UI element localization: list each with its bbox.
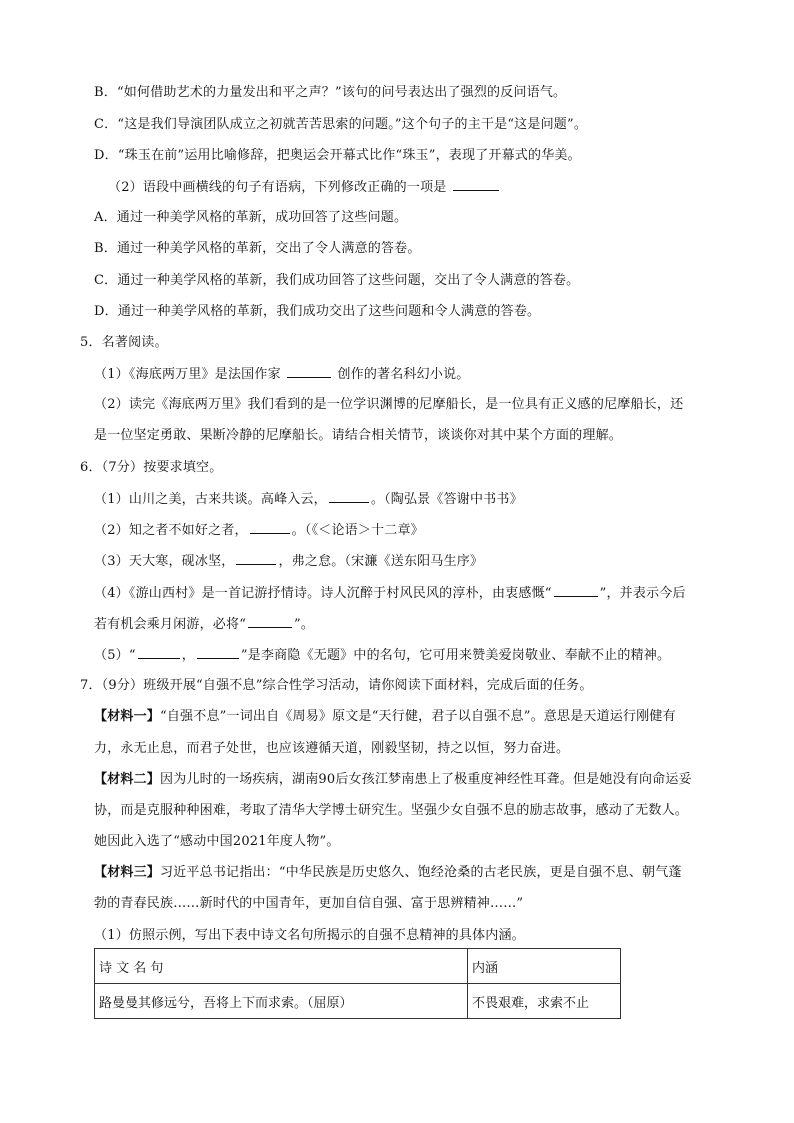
- q4-sub2-option-a: A．通过一种美学风格的革新，成功回答了这些问题。: [94, 210, 408, 225]
- q7-m3-line2: 勃的青春民族……新时代的中国青年，更加自信自强、富于思辨精神……”: [94, 896, 524, 911]
- q6-s4-pre: （4）《游山西村》是一首记游抒情诗。诗人沉醉于村风民风的淳朴，由衷感慨“: [94, 586, 552, 601]
- table-header-cell: 诗 文 名 句: [95, 949, 468, 984]
- q6-s5: [94, 646, 670, 665]
- q7-sub1: （1）仿照示例，写出下表中诗文名句所揭示的自强不息精神的具体内涵。: [94, 928, 525, 943]
- q5-sub2-line2: 是一位坚定勇敢、果断冷静的尼摩船长。请结合相关情节，谈谈你对其中某个方面的理解。: [94, 428, 623, 443]
- q6-s1-pre: （1）山川之美，古来共谈。高峰入云，: [94, 492, 327, 507]
- q4-option-d: D．“珠玉在前”运用比喻修辞，把奥运会开幕式比作“珠玉”，表现了开幕式的华美。: [94, 148, 581, 163]
- q7-m2-line1: [94, 771, 692, 789]
- answer-blank[interactable]: [250, 521, 290, 534]
- q6-s3-post: ，弗之怠。（宋濂《送东阳马生序》: [278, 554, 484, 569]
- q4-sub2-option-d: D．通过一种美学风格的革新，我们成功交出了这些问题和令人满意的答卷。: [94, 304, 541, 319]
- q6-s2-post: 。（《＜论语＞十二章》: [291, 523, 424, 538]
- q4-sub2-option-b: B．通过一种美学风格的革新，交出了令人满意的答卷。: [94, 241, 421, 256]
- material-1-label: 【材料一】: [94, 709, 161, 724]
- q4-option-c: C．“这是我们导演团队成立之初就苦苦思索的问题。”这个句子的主干是“这是问题”。: [94, 117, 588, 132]
- q6-s2-pre: （2）知之者不如好之者，: [94, 523, 248, 538]
- q5-sub1-post: 创作的著名科幻小说。: [337, 367, 470, 382]
- q5-sub1: [94, 365, 469, 384]
- q7-title: 7．（9分）班级开展“自强不息”综合性学习活动，请你阅读下面材料，完成后面的任务。: [80, 678, 593, 693]
- q7-m2-line2: 协，而是克服种种困难，考取了清华大学博士研究生。坚强少女自强不息的励志故事，感动了无数人。: [94, 803, 689, 818]
- table-row: [95, 984, 621, 1019]
- q5-sub2-line1: （2）读完《海底两万里》我们看到的是一位学识渊博的尼摩船长，是一位具有正义感的尼摩船长，还: [94, 397, 684, 412]
- material-2-text: 因为儿时的一场疾病，湖南90后女孩江梦南患上了极重度神经性耳聋。但是她没有向命运妥: [160, 772, 692, 787]
- material-3-text: 习近平总书记指出：“中华民族是历史悠久、饱经沧桑的古老民族，更是自强不息、朝气蓬: [160, 865, 682, 880]
- q7-m3-line1: [94, 864, 682, 882]
- answer-blank[interactable]: [138, 646, 180, 659]
- q6-s1-post: 。（陶弘景《答谢中书书》: [370, 492, 523, 507]
- material-1-text: “自强不息”一词出自《周易》原文是“天行健，君子以自强不息”。意思是天道运行刚健有: [160, 709, 676, 724]
- q7-m1-line2: 力，永无止息，而君子处世，也应该遵循天道，刚毅坚韧，持之以恒，努力奋进。: [94, 741, 570, 756]
- q6-s3: [94, 552, 483, 571]
- q6-s4-post: ”，并表示今后: [599, 586, 686, 601]
- q7-m2-line3: 她因此入选了“感动中国2021年度人物”。: [94, 834, 340, 849]
- q4-sub2-option-c: C．通过一种美学风格的革新，我们成功回答了这些问题，交出了令人满意的答卷。: [94, 273, 580, 288]
- table-cell: 不畏艰难，求索不止: [468, 984, 621, 1019]
- q7-m1-line1: [94, 708, 676, 726]
- table-header-cell: 内涵: [468, 949, 621, 984]
- answer-blank[interactable]: [248, 615, 292, 628]
- q6-s4-line2-post: ”。: [294, 617, 315, 632]
- q4-sub2-prompt: [108, 178, 501, 197]
- material-3-label: 【材料三】: [94, 865, 161, 880]
- q6-s1: [94, 490, 523, 509]
- q6-s5-pre: （5）“: [94, 648, 136, 663]
- q6-s2: [94, 521, 424, 540]
- answer-blank[interactable]: [329, 490, 369, 503]
- answer-blank[interactable]: [287, 365, 331, 378]
- answer-blank[interactable]: [554, 584, 598, 597]
- q6-s4-line2-pre: 若有机会乘月闲游，必将“: [94, 617, 247, 632]
- q6-title: 6．（7分）按要求填空。: [80, 460, 223, 475]
- answer-blank[interactable]: [453, 178, 499, 191]
- q6-s5-mid: ，: [181, 648, 195, 663]
- material-2-label: 【材料二】: [94, 772, 161, 787]
- q6-s5-post: ”是李商隐《无题》中的名句，它可用来赞美爱岗敬业、奉献不止的精神。: [240, 648, 671, 663]
- answer-blank[interactable]: [236, 552, 276, 565]
- q4-sub2-text: （2）语段中画横线的句子有语病，下列修改正确的一项是: [108, 180, 447, 195]
- q5-sub1-pre: （1）《海底两万里》是法国作家: [94, 367, 281, 382]
- table-header-row: [95, 949, 621, 984]
- q4-option-b: B．“如何借助艺术的力量发出和平之声？”该句的问号表达出了强烈的反问语气。: [94, 85, 567, 100]
- q6-s3-pre: （3）天大寒，砚冰坚，: [94, 554, 235, 569]
- q6-s4-line1: [94, 584, 686, 603]
- q6-s4-line2: [94, 615, 314, 634]
- table-cell: 路曼曼其修远兮，吾将上下而求索。（屈原）: [95, 984, 468, 1019]
- answer-blank[interactable]: [197, 646, 239, 659]
- q5-title: 5．名著阅读。: [80, 335, 168, 350]
- poem-meaning-table: [94, 948, 621, 1019]
